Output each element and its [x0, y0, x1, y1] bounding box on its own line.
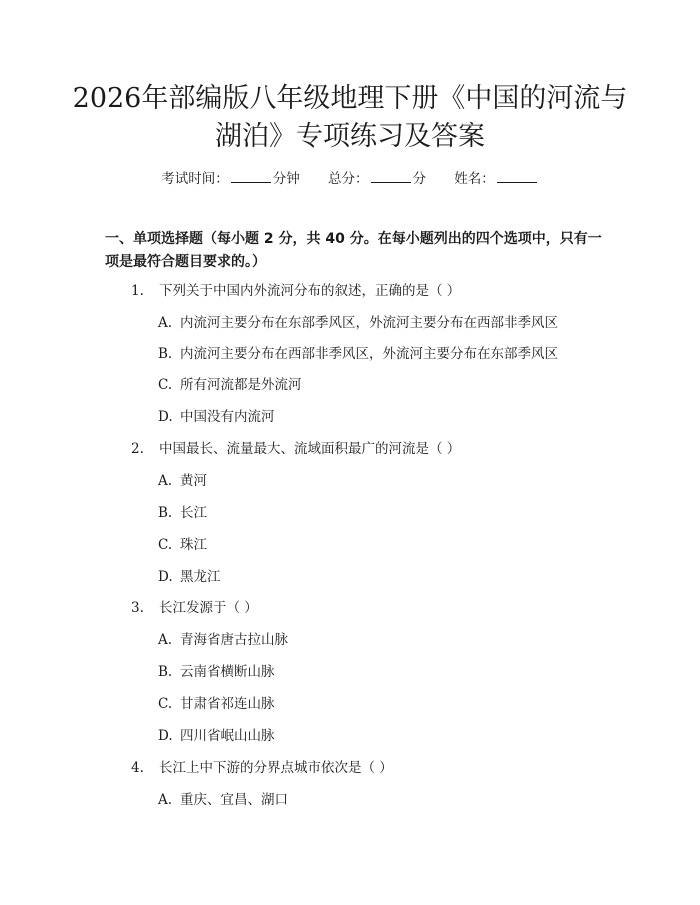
- option-2b[interactable]: [158, 503, 207, 523]
- question-text: 中国最长、流量最大、流域面积最广的河流是（ ）: [159, 441, 461, 457]
- option-4a[interactable]: [158, 790, 288, 810]
- student-name: [454, 168, 539, 189]
- document-title: 2026年部编版八年级地理下册《中国的河流与湖泊》专项练习及答案: [72, 83, 628, 152]
- option-letter: C.: [158, 377, 173, 393]
- option-3b[interactable]: [158, 662, 275, 682]
- question-text: 长江发源于（ ）: [159, 600, 258, 616]
- total-score-unit: 分: [412, 171, 426, 187]
- option-text: 黑龙江: [180, 569, 221, 585]
- option-text: 黄河: [180, 473, 207, 489]
- option-text: 珠江: [180, 537, 207, 553]
- option-text: 长江: [180, 505, 207, 521]
- student-name-label: 姓名：: [454, 171, 495, 187]
- option-letter: C.: [158, 537, 173, 553]
- option-text: 中国没有内流河: [180, 409, 275, 425]
- option-letter: B.: [158, 505, 173, 521]
- option-letter: A.: [158, 315, 173, 331]
- exam-time-unit: 分钟: [272, 171, 300, 187]
- option-2c[interactable]: [158, 535, 207, 555]
- option-3c[interactable]: [158, 694, 275, 714]
- option-text: 内流河主要分布在东部季风区，外流河主要分布在西部非季风区: [180, 315, 558, 331]
- option-text: 内流河主要分布在西部非季风区，外流河主要分布在东部季风区: [180, 346, 558, 362]
- question-3: [131, 598, 258, 618]
- question-4: [131, 758, 393, 778]
- option-3a[interactable]: [158, 630, 288, 650]
- option-text: 甘肃省祁连山脉: [180, 696, 275, 712]
- option-text: 四川省岷山山脉: [180, 728, 275, 744]
- option-letter: D.: [158, 569, 173, 585]
- option-text: 青海省唐古拉山脉: [180, 632, 288, 648]
- option-1c[interactable]: [158, 375, 302, 395]
- total-score-blank[interactable]: [371, 168, 411, 183]
- option-3d[interactable]: [158, 726, 275, 746]
- total-score-label: 总分：: [328, 171, 369, 187]
- exam-time-blank[interactable]: [231, 168, 271, 183]
- option-letter: B.: [158, 664, 173, 680]
- section-heading: 一、单项选择题（每小题 2 分，共 40 分。在每小题列出的四个选项中，只有一项是最符合题目要求的。）: [105, 231, 602, 270]
- student-name-blank[interactable]: [497, 168, 537, 183]
- total-score: [328, 168, 426, 189]
- exam-time: [161, 168, 300, 189]
- question-text: 长江上中下游的分界点城市依次是（ ）: [159, 760, 393, 776]
- question-number: 3.: [131, 600, 144, 616]
- option-1b[interactable]: [158, 344, 558, 364]
- option-letter: A.: [158, 632, 173, 648]
- option-2d[interactable]: [158, 567, 221, 587]
- option-text: 重庆、宜昌、湖口: [180, 792, 288, 808]
- option-2a[interactable]: [158, 471, 207, 491]
- exam-time-label: 考试时间：: [161, 171, 229, 187]
- option-letter: A.: [158, 792, 173, 808]
- option-letter: B.: [158, 346, 173, 362]
- option-letter: D.: [158, 409, 173, 425]
- question-number: 4.: [131, 760, 144, 776]
- question-text: 下列关于中国内外流河分布的叙述，正确的是（ ）: [159, 283, 461, 299]
- option-1d[interactable]: [158, 407, 275, 427]
- question-1: [131, 281, 460, 301]
- option-letter: C.: [158, 696, 173, 712]
- option-1a[interactable]: [158, 313, 558, 333]
- exam-meta: [0, 168, 700, 189]
- option-letter: D.: [158, 728, 173, 744]
- option-text: 所有河流都是外流河: [180, 377, 302, 393]
- question-number: 2.: [131, 441, 144, 457]
- option-text: 云南省横断山脉: [180, 664, 275, 680]
- question-2: [131, 439, 460, 459]
- option-letter: A.: [158, 473, 173, 489]
- question-number: 1.: [131, 283, 144, 299]
